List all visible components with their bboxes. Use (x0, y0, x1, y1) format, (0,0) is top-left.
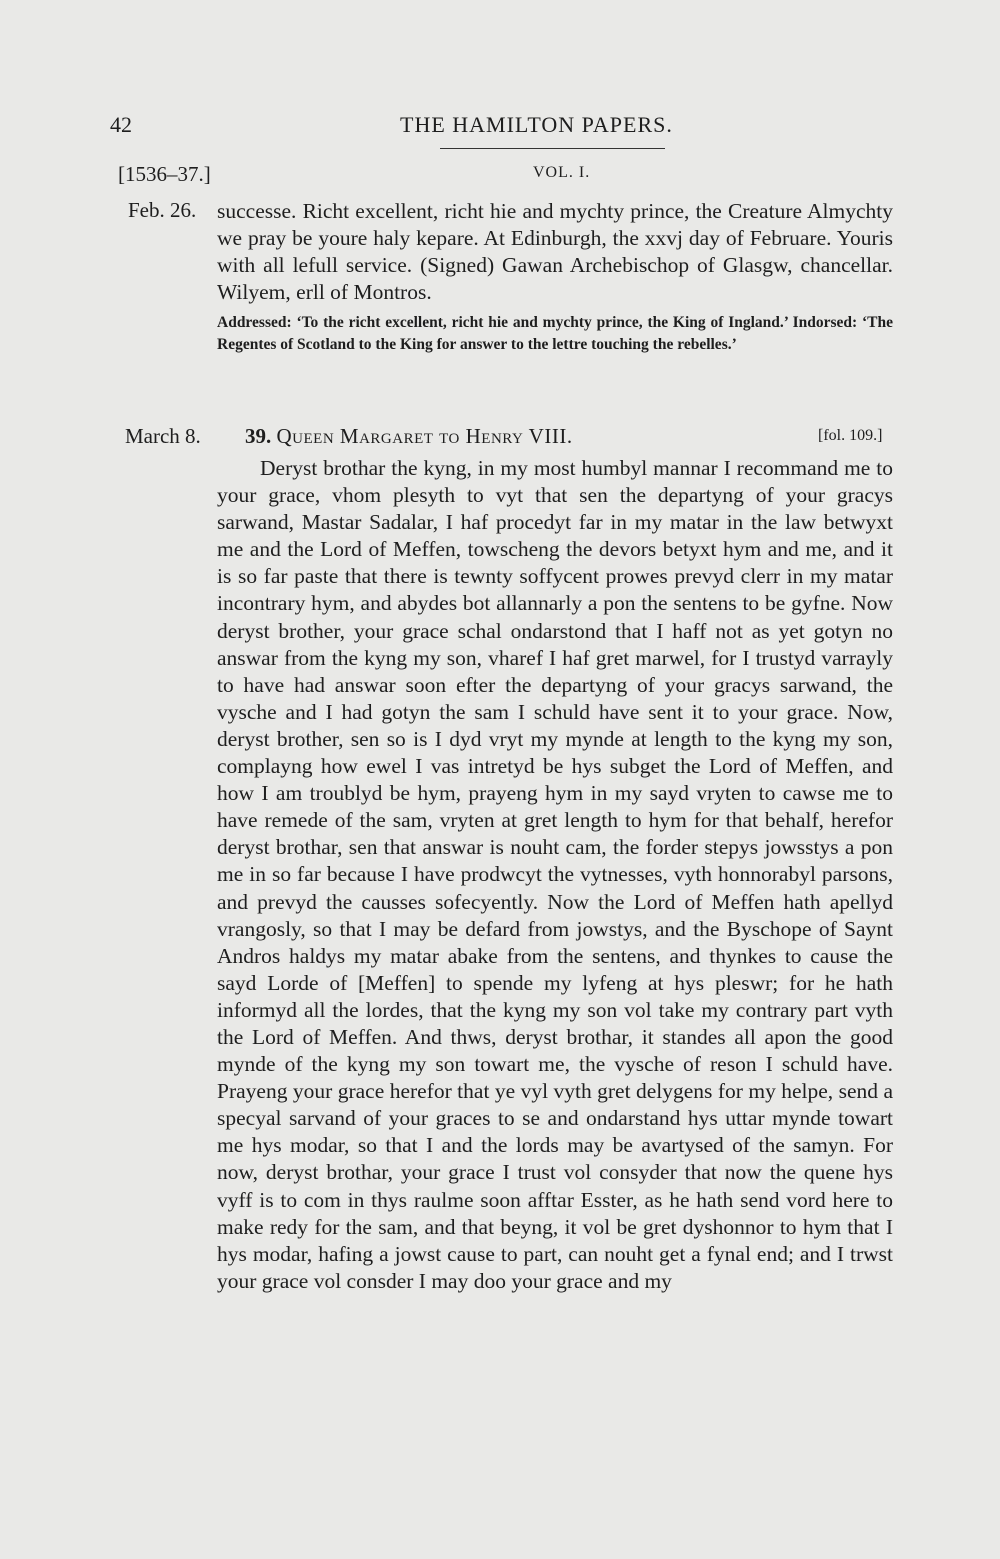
entry-date-prev: Feb. 26. (128, 198, 197, 222)
address-note: Addressed: ‘To the richt excellent, richt hie and mychty prince, the King of Ingland.’ Indorsed: ‘The Regentes of Scotland to the King for answer to the lettre touching the rebelles.’ (217, 314, 893, 353)
volume-label: VOL. I. (533, 164, 591, 181)
letter-text-prev: successe. Richt excellent, richt hie and mychty prince, the Creature Almychty we pray be youre haly kepare. At Edinburgh, the xxvj day of Februare. Youris with all lefull service. (Signed) Gawan Archebischop of Glasgw, chancellar. Wilyem, erll of Montros. (217, 199, 893, 305)
year-range: [1536–37.] (118, 162, 211, 186)
letter-title: Queen Margaret to Henry VIII. (276, 424, 573, 448)
folio-reference: [fol. 109.] (818, 427, 883, 444)
letter-heading (245, 424, 573, 449)
running-title: THE HAMILTON PAPERS. (400, 112, 673, 137)
letter-text-current: Deryst brothar the kyng, in my most humbyl mannar I recommand me to your grace, vhom plesyth to vyt that sen the departyng of your gracys sarwand, Mastar Sadalar, I haf procedyt far in my matar in the law betwyxt me and the Lord of Meffen, towscheng the devors betyxt hym and me, and it is so far paste that there is tewnty soffycent prowes prevyd clerr in my matar incontrary hym, and abydes bot allannarly a pon the sentens to be gyfne. Now deryst brother, your grace schal ondarstond that I haff not as yet gotyn no answar from the kyng my son, vharef I haf gret marwel, for I trustyd varrayly to have had answar soon efter the departyng of your gracys sarwand, the vysche and I had gotyn the sam I schuld have sent it to your grace. Now, deryst brother, sen so is I dyd vryt my mynde at length to the kyng my son, complayng how ewel I vas intretyd be hys subget the Lord of Meffen, and how I am troublyd be hym, prayeng hym in my sayd vryten to cawse me to have remede of the sam, vryten at gret length to hym for that behalf, herefor deryst brothar, sen that answar is nouht cam, the forder stepys jowsstys a pon me in so far because I have prodwcyt the vytnesses, vyth honnorabyl parsons, and prevyd the causses sofecyently. Now the Lord of Meffen hath apellyd vrangosly, so that I may be defard from jowstys, and the Byschope of Saynt Andros haldys my matar abake from the sentens, and thynkes to cause the sayd Lorde of [Meffen] to spende my lyfeng at hys pleswr; for he hath informyd all the lordes, that the kyng my son vol take my contrary part vyth the Lord of Meffen. And thws, deryst brothar, it standes all apon the good mynde of the kyng my son towart me, the vysche of reson I schuld have. Prayeng your grace herefor that ye vyl vyth gret delygens for my helpe, send a specyal sarvand of your graces to se and ondarstand hys uttar mynde towart me hys modar, so that I and the lords may be avartysed of the samyn. For now, deryst brothar, your grace I trust vol consyder that now the quene hys vyff is to com in thys raulme soon afftar Esster, as he hath send vord here to make redy for the sam, and that beyng, it vol be gret dyshonnor to hym that I hys modar, hafing a jowst cause to part, can nouht get a fynal end; and I trwst your grace vol consder I may doo your grace and my (217, 456, 893, 1293)
entry-date-current: March 8. (125, 424, 201, 448)
header-rule (440, 148, 665, 149)
page-number: 42 (110, 112, 132, 137)
letter-number: 39. (245, 424, 272, 448)
